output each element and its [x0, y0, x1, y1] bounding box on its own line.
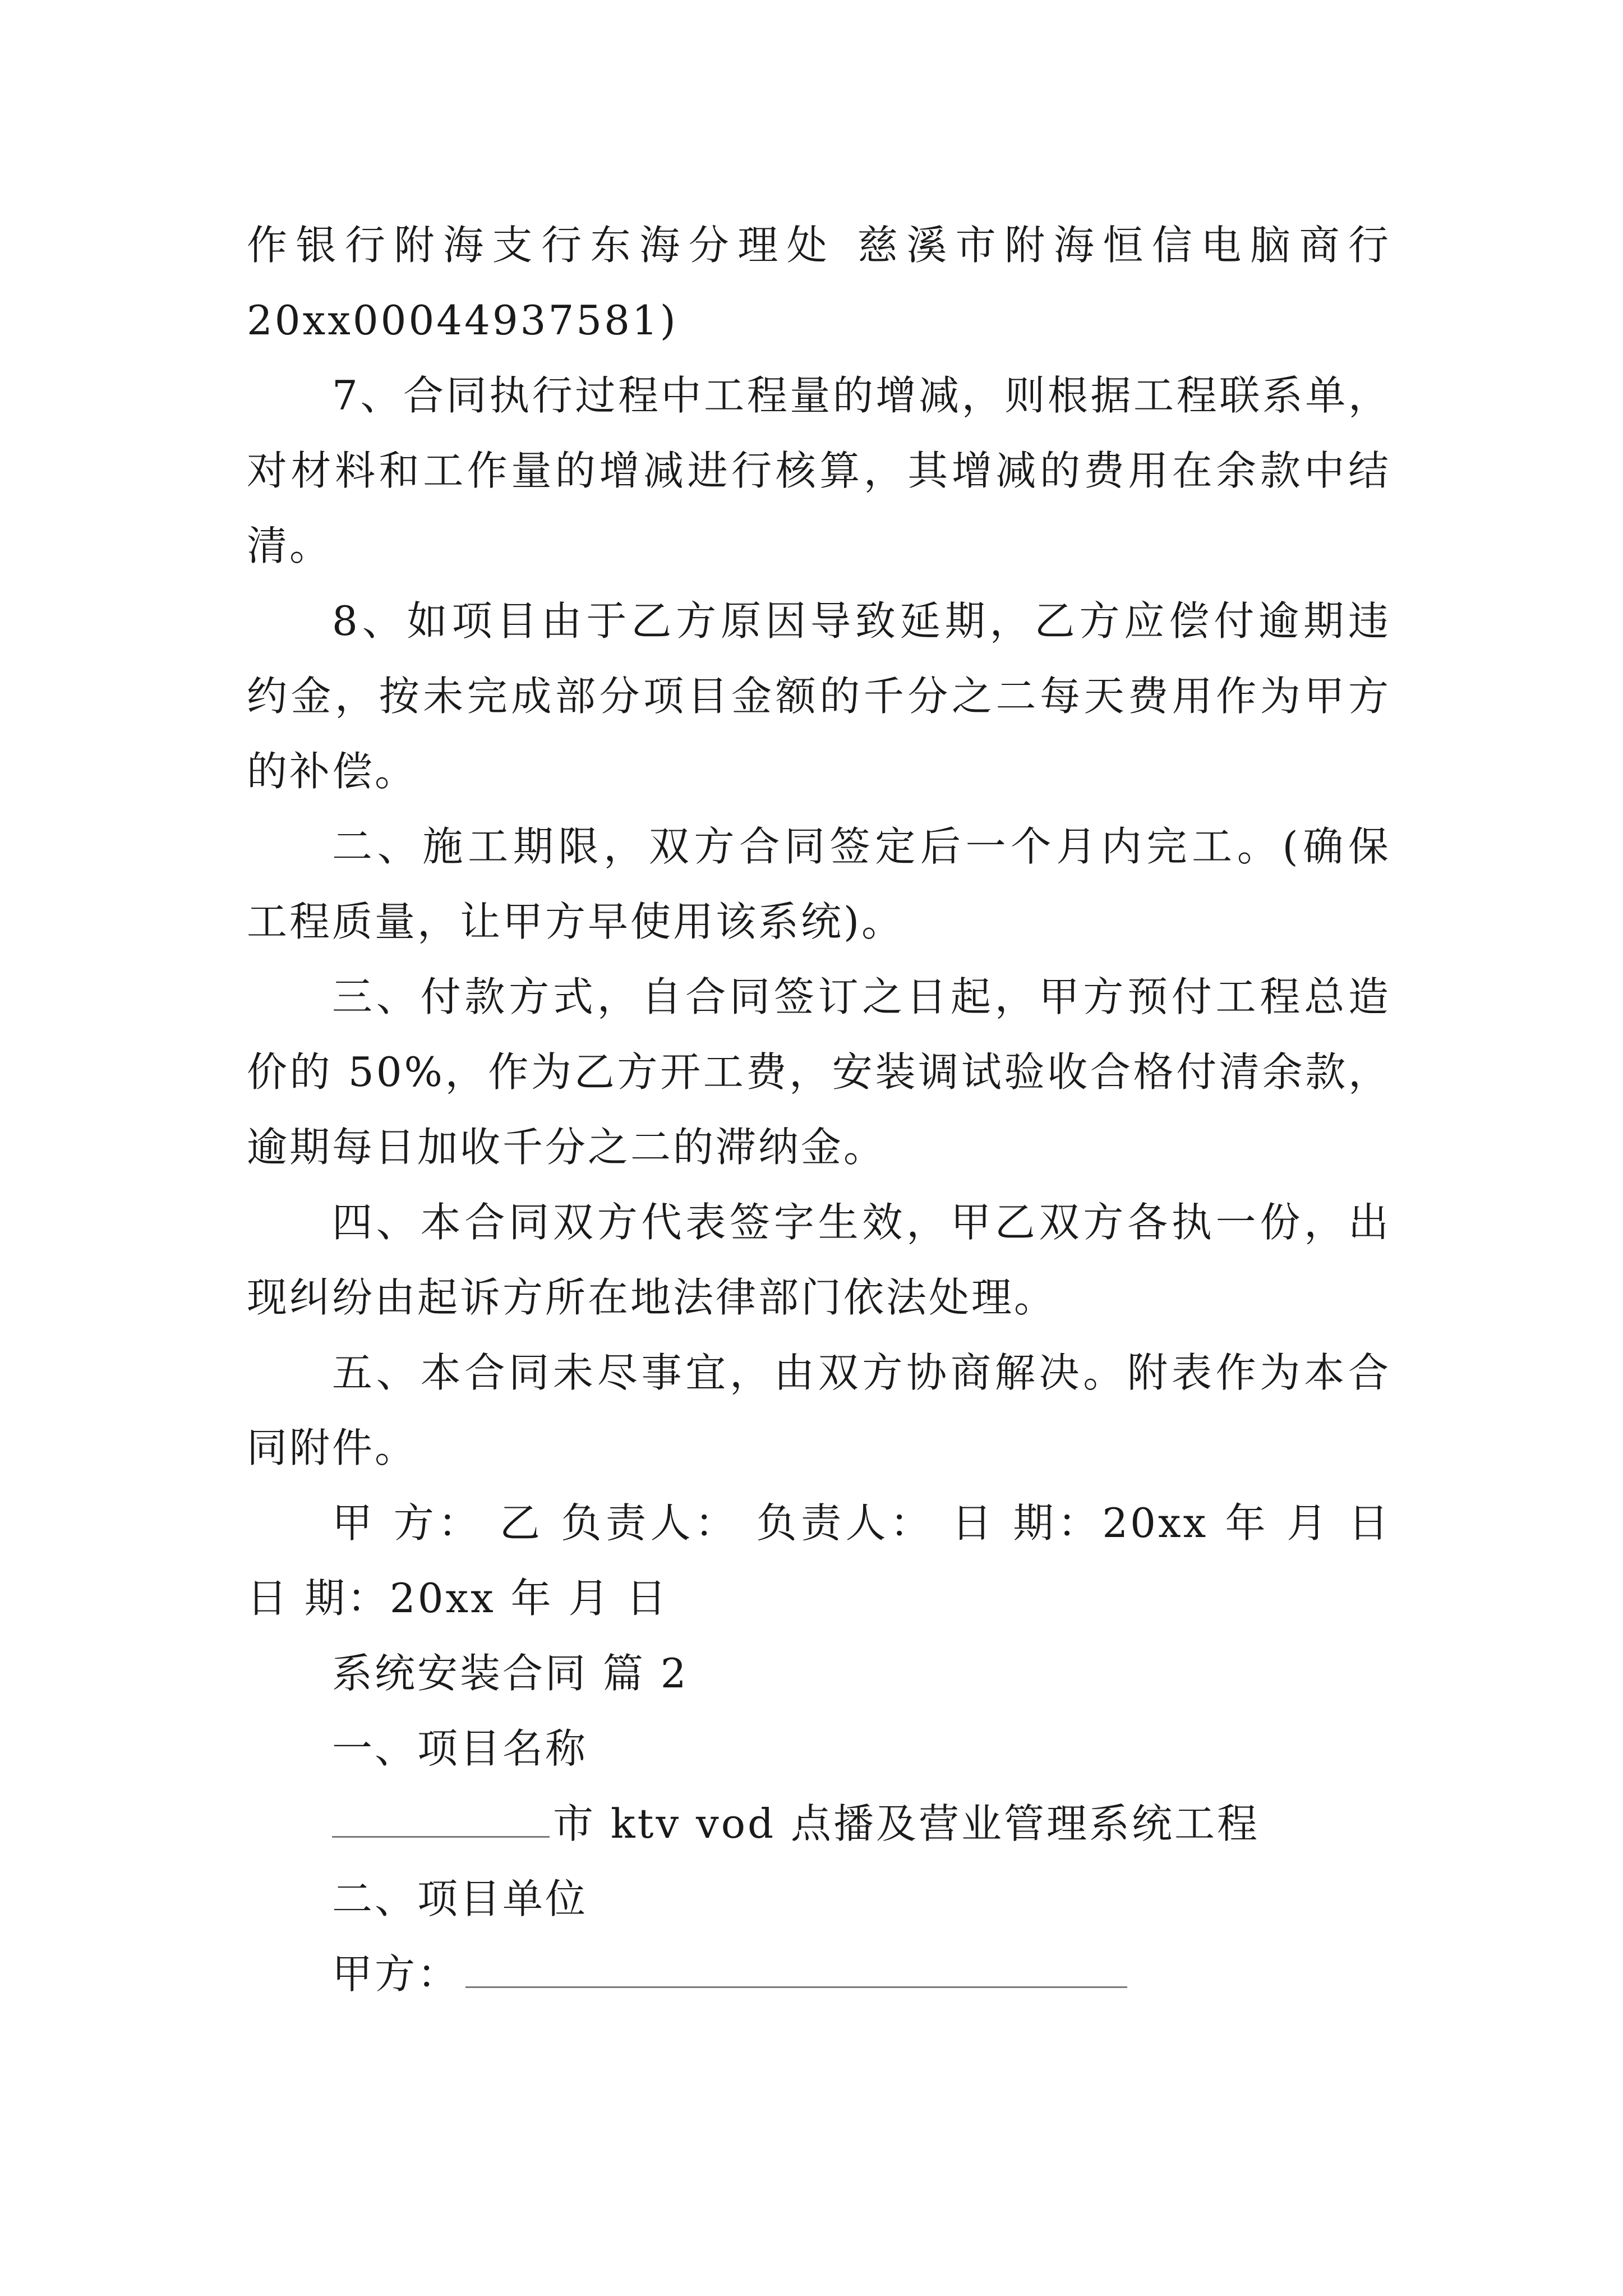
section-3-line: 价的 50%，作为乙方开工费，安装调试验收合格付清余款， — [247, 1048, 1391, 1096]
section-3-line: 逾期每日加收千分之二的滞纳金。 — [247, 1124, 887, 1171]
party-a-label: 甲方： — [332, 1950, 460, 1998]
clause-7-line: 对材料和工作量的增减进行核算，其增减的费用在余款中结 — [247, 447, 1391, 494]
project-name-text: 市 ktv vod 点播及营业管理系统工程 — [553, 1800, 1260, 1847]
paragraph-line: 作银行附海支行东海分理处 慈溪市附海恒信电脑商行 — [247, 222, 1391, 269]
clause-8-line: 的补偿。 — [247, 748, 418, 795]
section-2-line: 二、施工期限，双方合同签定后一个月内完工。(确保 — [332, 823, 1391, 870]
clause-7-line: 清。 — [247, 522, 333, 569]
clause-7-line: 7、合同执行过程中工程量的增减，则根据工程联系单， — [332, 372, 1391, 419]
party-a-line — [247, 1936, 1391, 2012]
party-a-blank-field — [465, 1953, 1127, 1988]
paragraph-line: 20xx00044937581) — [247, 297, 678, 344]
document-page — [247, 208, 1391, 2012]
section-5-line: 同附件。 — [247, 1424, 418, 1471]
clause-8-line: 8、如项目由于乙方原因导致延期，乙方应偿付逾期违 — [332, 597, 1391, 645]
project-unit-heading: 二、项目单位 — [332, 1875, 588, 1922]
signature-date-line: 日 期：20xx 年 月 日 — [247, 1575, 669, 1622]
signature-line: 甲 方： 乙 负责人： 负责人： 日 期：20xx 年 月 日 — [332, 1499, 1391, 1547]
contract-2-title: 系统安装合同 篇 2 — [332, 1650, 689, 1697]
project-name-heading: 一、项目名称 — [332, 1725, 588, 1772]
section-3-line: 三、付款方式，自合同签订之日起，甲方预付工程总造 — [332, 973, 1391, 1020]
section-2-line: 工程质量，让甲方早使用该系统)。 — [247, 898, 905, 945]
project-name-line — [247, 1786, 1391, 1861]
city-blank-field — [332, 1802, 550, 1838]
section-4-line: 四、本合同双方代表签字生效，甲乙双方各执一份，出 — [332, 1199, 1391, 1246]
clause-8-line: 约金，按未完成部分项目金额的千分之二每天费用作为甲方 — [247, 673, 1391, 720]
section-5-line: 五、本合同未尽事宜，由双方协商解决。附表作为本合 — [332, 1349, 1391, 1396]
section-4-line: 现纠纷由起诉方所在地法律部门依法处理。 — [247, 1274, 1057, 1321]
